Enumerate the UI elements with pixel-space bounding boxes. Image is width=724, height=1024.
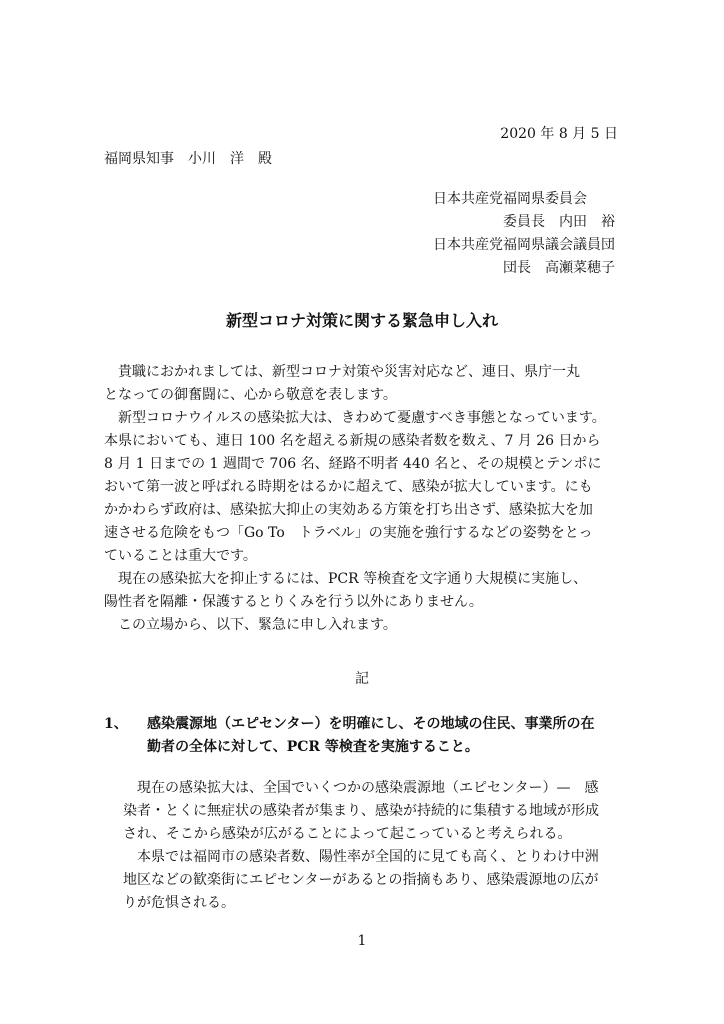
intro-line: 8 月 1 日までの 1 週間で 706 名、経路不明者 440 名と、その規模とテンポに (104, 456, 602, 472)
intro-line: 現在の感染拡大を抑止するには、PCR 等検査を文字通り大規模に実施し、 (104, 571, 588, 587)
sender-organization: 日本共産党福岡県委員会 (433, 191, 587, 207)
sender-chair: 委員長 内田 裕 (433, 214, 615, 230)
page-number: 1 (357, 933, 367, 949)
document-date: 2020 年 8 月 5 日 (500, 126, 618, 142)
intro-line: 速させる危険をもつ「Go To トラベル」の実施を強行するなどの姿勢をとっ (104, 525, 593, 541)
intro-line: この立場から、以下、緊急に申し入れます。 (104, 617, 397, 633)
intro-line: かかわらず政府は、感染拡大抑止の実効ある方策を打ち出さず、感染拡大を加 (104, 502, 593, 518)
intro-line: 新型コロナウイルスの感染拡大は、きわめて憂慮すべき事態となっています。 (104, 410, 606, 426)
intro-line: 陽性者を隔離・保護するとりくみを行う以外にありません。 (104, 594, 483, 610)
item-body-line: 本県では福岡市の感染者数、陽性率が全国的に見ても高く、とりわけ中洲 (123, 849, 599, 865)
document-title: 新型コロナ対策に関する緊急申し入れ (225, 311, 498, 330)
sender-group-leader: 団長 高瀬菜穂子 (433, 260, 615, 276)
intro-line: 貴職におかれましては、新型コロナ対策や災害対応など、連日、県庁一丸 (104, 364, 580, 380)
item-number: 1、 (104, 716, 128, 732)
intro-line: ていることは重大です。 (104, 548, 257, 564)
item-body-line: され、そこから感染が広がることによって起こっていると考えられる。 (123, 826, 572, 842)
item-body-line: 染者・とくに無症状の感染者が集まり、感染が持続的に集積する地域が形成 (123, 803, 599, 819)
addressee: 福岡県知事 小川 洋 殿 (104, 151, 272, 167)
ki-marker: 記 (355, 671, 369, 687)
item-body-line: 地区などの歓楽街にエピセンターがあるとの指摘もあり、感染震源地の広が (123, 872, 599, 888)
item-heading-line: 感染震源地（エピセンター）を明確にし、その地域の住民、事業所の在 (147, 716, 595, 732)
item-heading-line: 勤者の全体に対して、PCR 等検査を実施すること。 (147, 739, 479, 755)
intro-line: おいて第一波と呼ばれる時期をはるかに超えて、感染が拡大しています。にも (104, 479, 593, 495)
intro-line: 本県においても、連日 100 名を超える新規の感染者数を数え、7 月 26 日から (104, 433, 601, 449)
sender-assembly-group: 日本共産党福岡県議会議員団 (433, 237, 615, 253)
intro-line: となっての御奮闘に、心から敬意を表します。 (104, 387, 397, 403)
item-body-line: りが危惧される。 (123, 895, 235, 911)
item-body-line: 現在の感染拡大は、全国でいくつかの感染震源地（エピセンター）— 感 (123, 780, 599, 796)
